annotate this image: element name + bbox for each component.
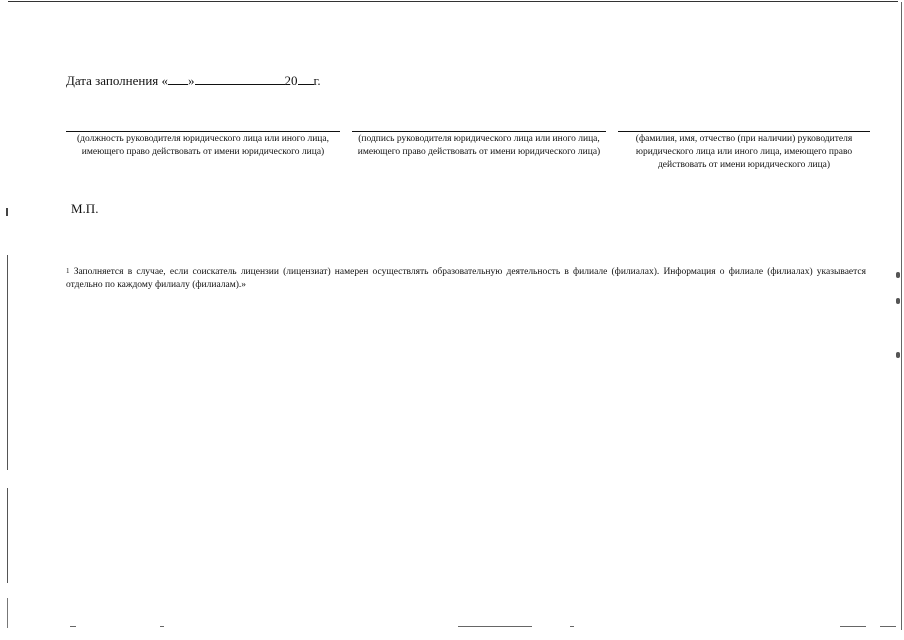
day-blank-field[interactable] — [168, 72, 188, 85]
month-blank-field[interactable] — [195, 72, 285, 85]
signature-caption: (подпись руководителя юридического лица или иного лица, имеющего право действовать от имени юридического лица) — [357, 134, 601, 157]
left-scan-edge — [7, 598, 8, 628]
scan-artifact — [896, 352, 900, 358]
top-border-line — [8, 1, 898, 2]
scan-artifact — [570, 626, 574, 627]
stamp-label: М.П. — [71, 201, 99, 216]
signature-field[interactable] — [352, 131, 606, 159]
left-scan-edge — [7, 488, 8, 583]
fill-date-line — [66, 72, 321, 89]
scan-artifact — [160, 626, 164, 627]
left-scan-mark — [6, 208, 8, 216]
right-scan-edge — [901, 2, 902, 630]
scan-artifact — [458, 626, 532, 627]
full-name-caption: (фамилия, имя, отчество (при наличии) руководителя юридического лица или иного лица, имеющего право действовать от имени юридического лица) — [635, 134, 853, 170]
fill-date-label: Дата заполнения « — [66, 73, 169, 88]
year-blank-field[interactable] — [298, 72, 314, 85]
footnote — [66, 266, 866, 292]
footnote-marker: 1 — [66, 267, 70, 275]
left-scan-edge — [7, 255, 8, 470]
scan-artifact — [896, 298, 900, 304]
day-close-quote: » — [188, 73, 195, 88]
position-signature-field[interactable] — [66, 131, 340, 159]
footnote-text: Заполняется в случае, если соискатель лицензии (лицензиат) намерен осуществлять образовательную деятельность в филиале (филиалах). Информация о филиале (филиалах) указывается отдельно по каждому филиалу (филиалам).» — [66, 267, 867, 290]
scan-artifact — [896, 272, 900, 278]
scan-artifact — [70, 626, 76, 627]
full-name-field[interactable] — [618, 131, 870, 172]
scan-artifact — [880, 626, 896, 627]
position-caption: (должность руководителя юридического лица или иного лица, имеющего право действовать от имени юридического лица) — [77, 134, 329, 157]
scan-artifact — [840, 626, 866, 627]
year-suffix: г. — [313, 73, 321, 88]
year-prefix: 20 — [284, 73, 298, 88]
